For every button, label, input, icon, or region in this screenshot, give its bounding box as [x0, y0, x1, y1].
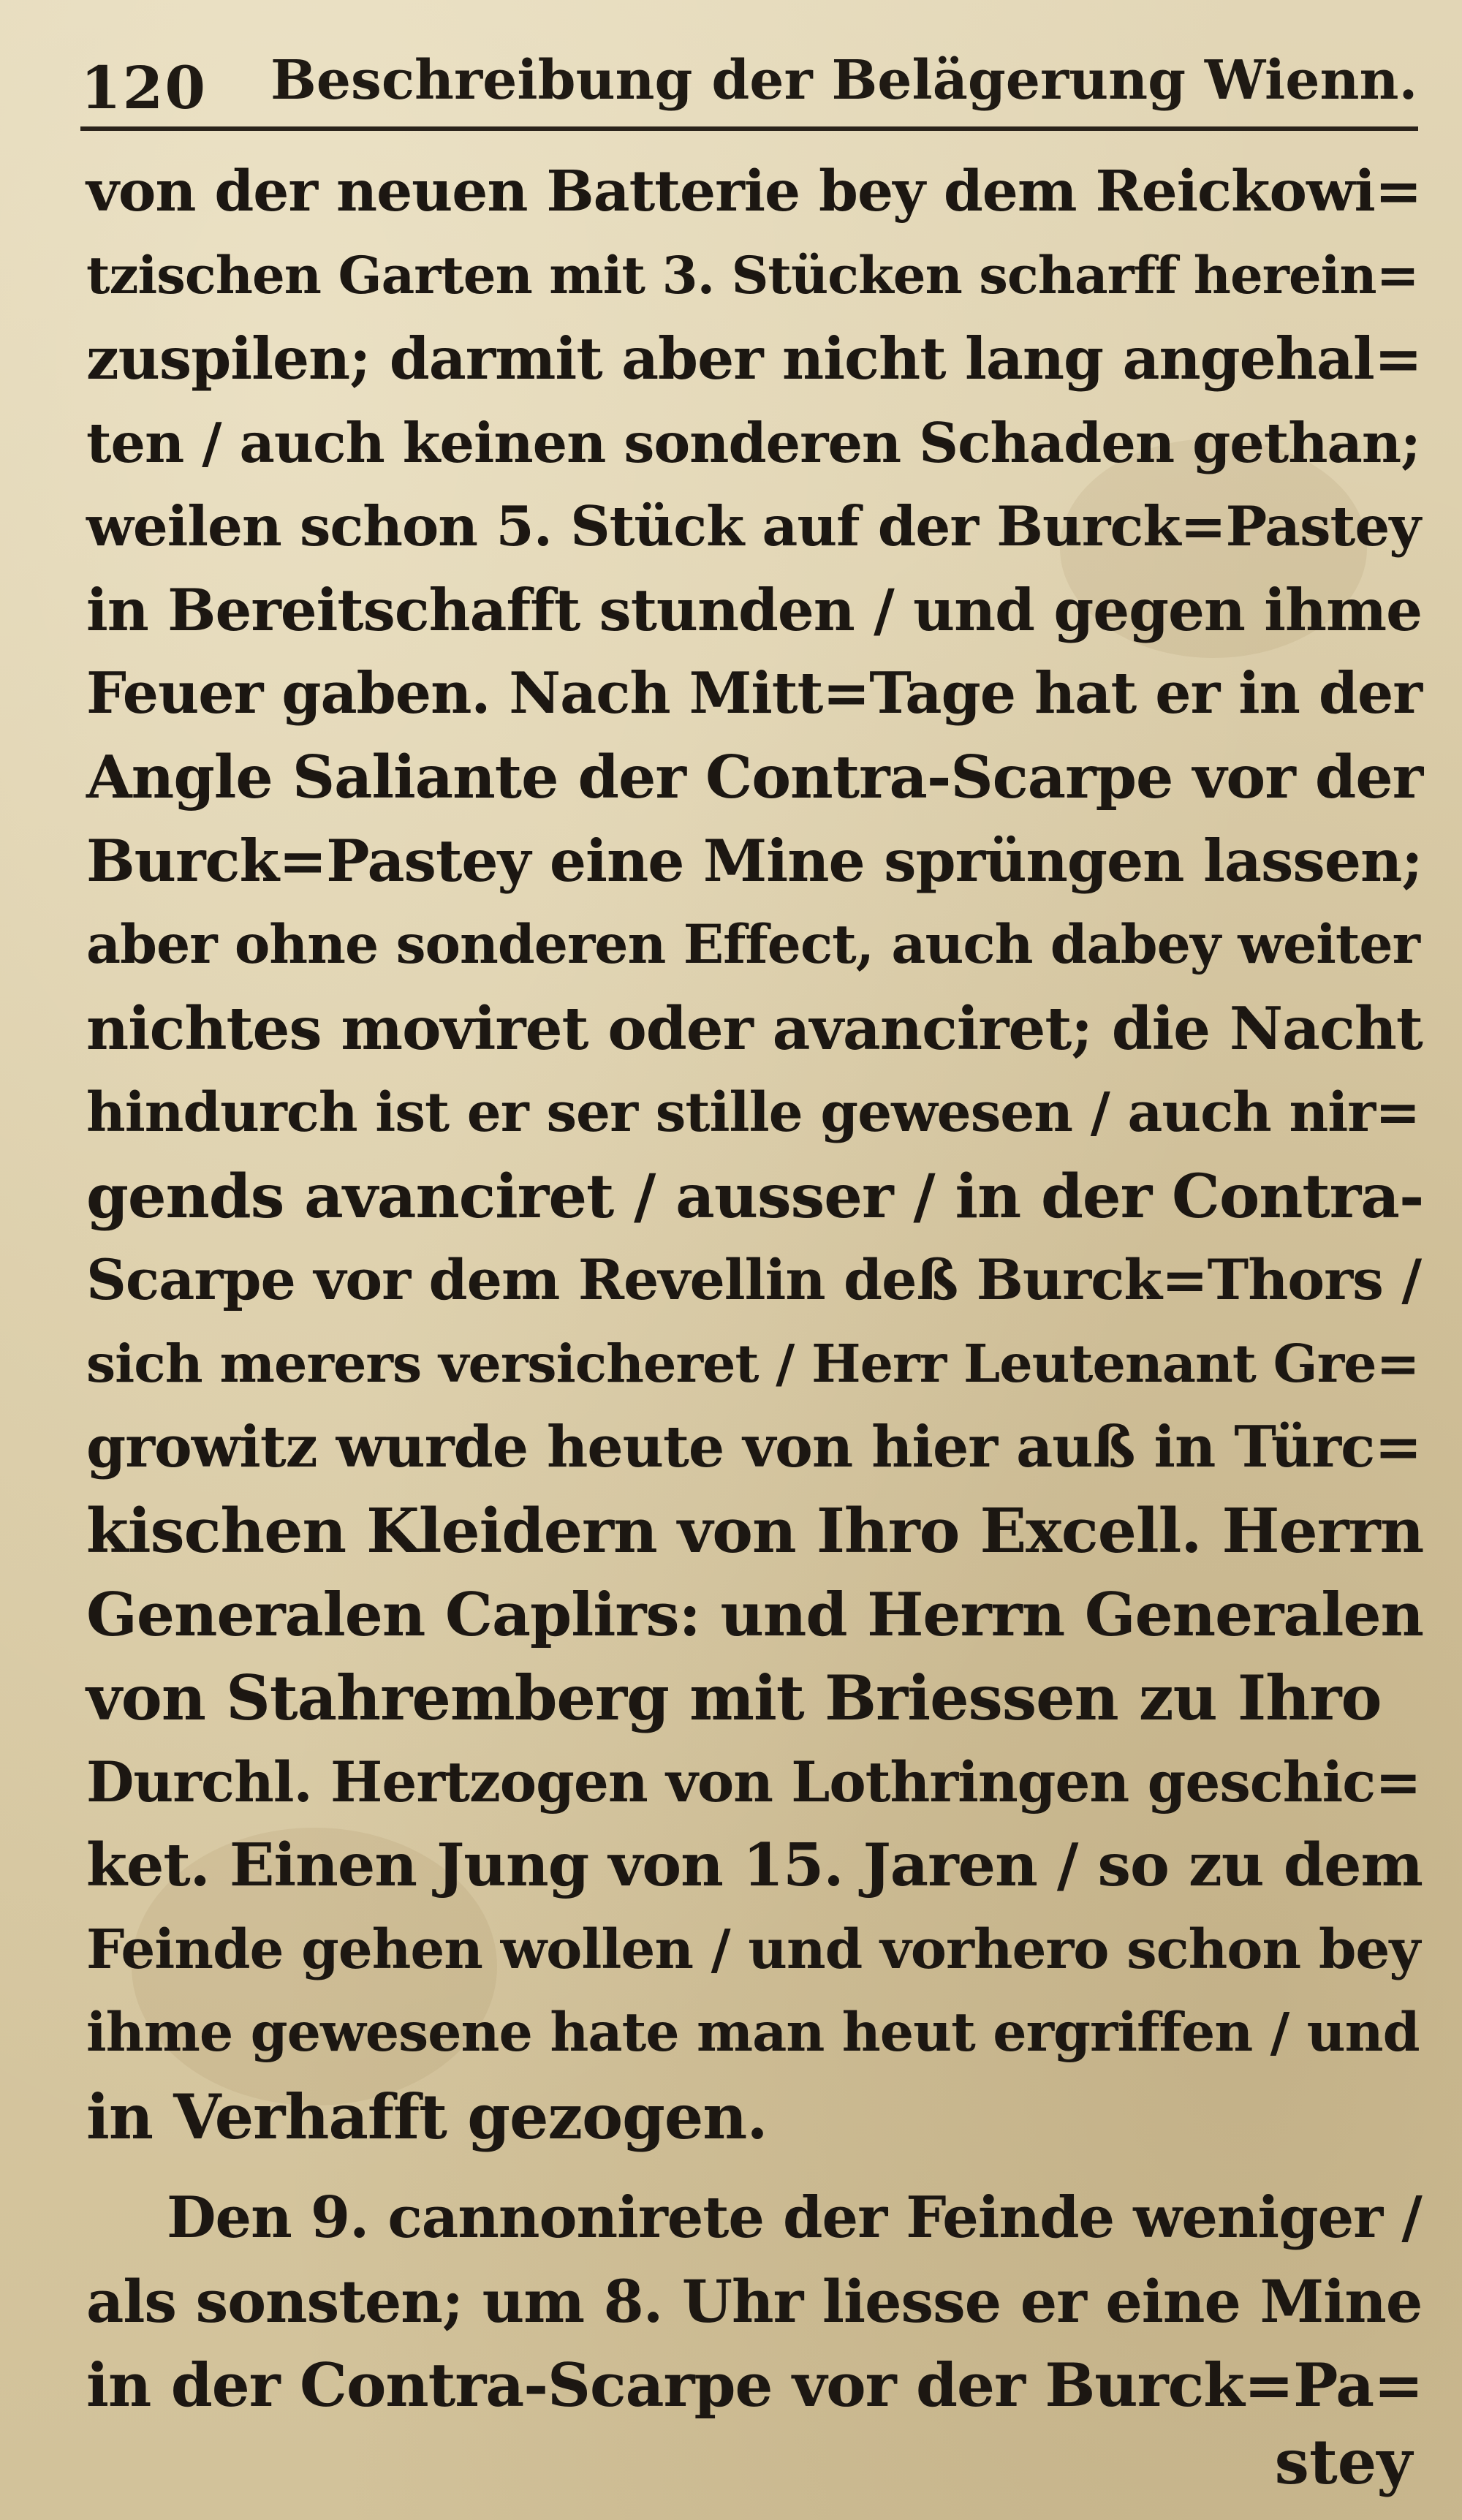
- text-line: in Bereitschafft stunden / und gegen ihme: [86, 575, 1423, 644]
- page-header: [80, 40, 1425, 135]
- text-line: Scarpe vor dem Revellin deß Burck=Thors /: [86, 1246, 1422, 1312]
- body-text: [86, 150, 1424, 2428]
- paragraph-start-line: Den 9. cannonirete der Feinde weniger /: [167, 2184, 1422, 2251]
- catchword: stey: [1274, 2426, 1412, 2498]
- text-line: growitz wurde heute von hier auß in Türc=: [86, 1413, 1422, 1480]
- text-line: Feuer gaben. Nach Mitt=Tage hat er in der: [86, 660, 1423, 727]
- text-line: Generalen Caplirs: und Herrn Generalen: [86, 1579, 1424, 1650]
- text-line: hindurch ist er ser stille gewesen / auch nir=: [86, 1081, 1420, 1144]
- text-line: weilen schon 5. Stück auf der Burck=Pastey: [86, 493, 1421, 559]
- page-number: 120: [80, 53, 207, 122]
- text-line: als sonsten; um 8. Uhr liesse er eine Mine: [86, 2267, 1423, 2336]
- header-rule: [80, 126, 1418, 131]
- text-line: in Verhafft gezogen.: [86, 2080, 768, 2153]
- text-line: von der neuen Batterie bey dem Reickowi=: [86, 159, 1422, 224]
- text-line: ket. Einen Jung von 15. Jaren / so zu dem: [86, 1831, 1423, 1900]
- text-line: in der Contra-Scarpe vor der Burck=Pa=: [86, 2350, 1423, 2421]
- text-line: Burck=Pastey eine Mine sprüngen lassen;: [86, 827, 1423, 895]
- text-line: Angle Saliante der Contra-Scarpe vor der: [86, 742, 1423, 812]
- text-line: zuspilen; darmit aber nicht lang angehal=: [86, 325, 1422, 393]
- text-line: sich merers versicheret / Herr Leutenant Gre=: [86, 1333, 1420, 1394]
- text-line: nichtes moviret oder avanciret; die Nacht: [86, 994, 1423, 1063]
- text-line: gends avanciret / ausser / in der Contra-: [86, 1160, 1424, 1232]
- text-line: tzischen Garten mit 3. Stücken scharff herein=: [86, 244, 1419, 306]
- text-line: Durchl. Hertzogen von Lothringen geschic=: [86, 1749, 1421, 1815]
- text-line: von Stahremberg mit Briessen zu Ihro: [86, 1662, 1382, 1734]
- running-title: Beschreibung der Belägerung Wienn.: [270, 48, 1418, 112]
- text-line: kischen Kleidern von Ihro Excell. Herrn: [86, 1495, 1424, 1567]
- text-line: aber ohne sonderen Effect, auch dabey weiter: [86, 913, 1420, 976]
- text-line: Feinde gehen wollen / und vorhero schon bey: [86, 1918, 1420, 1981]
- text-line: ihme gewesene hate man heut ergriffen / und: [86, 2002, 1420, 2064]
- text-line: ten / auch keinen sonderen Schaden gethan;: [86, 410, 1420, 475]
